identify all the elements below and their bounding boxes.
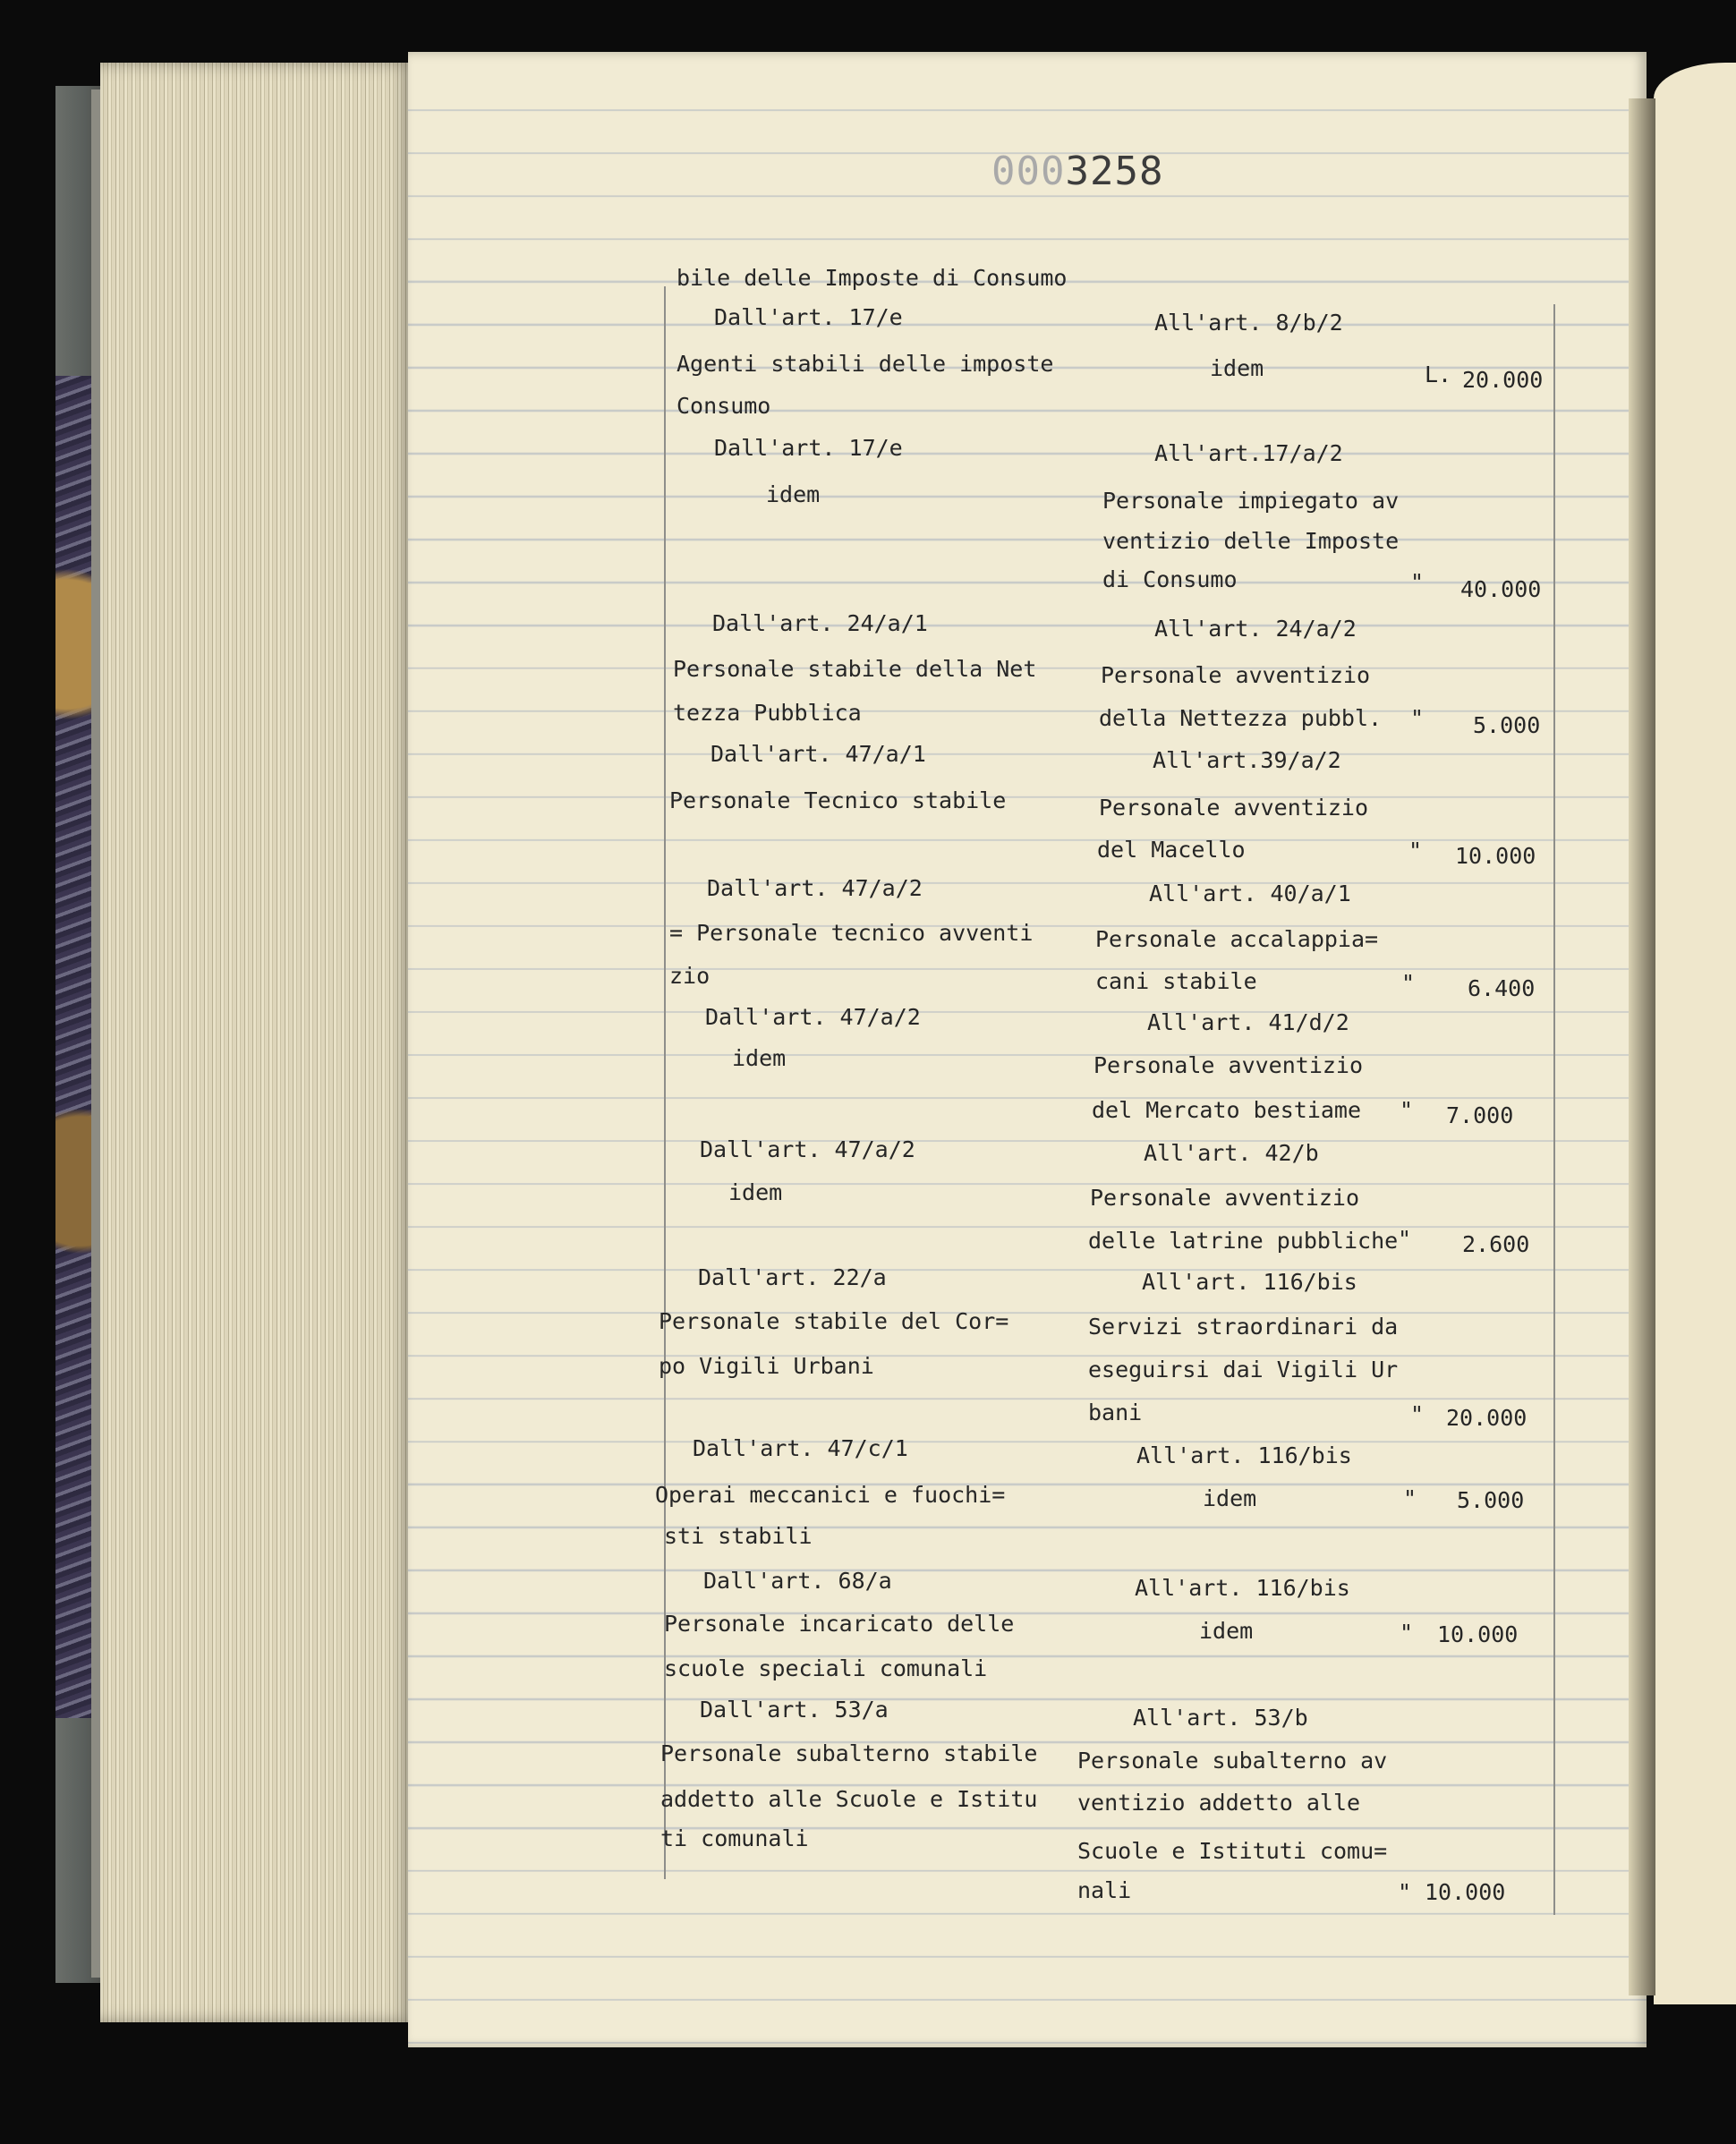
from-label: Dall'art. 53/a xyxy=(700,1697,889,1723)
to-desc: Personale avventizio xyxy=(1094,1052,1364,1078)
currency-mark: " xyxy=(1400,1097,1414,1123)
amount: 20.000 xyxy=(1446,1405,1528,1431)
to-desc: Personale avventizio xyxy=(1099,795,1369,821)
from-desc: idem xyxy=(728,1179,783,1205)
currency-mark: " xyxy=(1410,569,1425,595)
page-number-stamp xyxy=(991,149,1163,194)
amount: 5.000 xyxy=(1473,712,1541,738)
amount: 2.600 xyxy=(1462,1231,1530,1257)
from-desc: tezza Pubblica xyxy=(673,700,862,726)
to-desc: Personale avventizio xyxy=(1101,662,1371,688)
from-desc: Personale stabile della Net xyxy=(673,656,1037,682)
currency-mark: L. xyxy=(1425,362,1452,387)
to-label: All'art. 40/a/1 xyxy=(1149,881,1351,906)
page-stack-edges xyxy=(100,63,413,2022)
amount: 7.000 xyxy=(1446,1102,1514,1128)
from-label: Dall'art. 47/a/1 xyxy=(711,741,926,767)
to-desc: Personale avventizio xyxy=(1090,1185,1360,1211)
from-label: Dall'art. 22/a xyxy=(698,1264,887,1290)
from-label: Dall'art. 47/c/1 xyxy=(693,1435,908,1461)
from-desc: addetto alle Scuole e Istitu xyxy=(660,1786,1038,1812)
currency-mark: " xyxy=(1398,1226,1412,1252)
facing-page xyxy=(1654,63,1736,2004)
to-desc: delle latrine pubbliche xyxy=(1088,1228,1399,1254)
from-desc: Consumo xyxy=(677,393,771,419)
to-label: All'art. 116/bis xyxy=(1135,1575,1350,1601)
from-label: Dall'art. 47/a/2 xyxy=(707,875,923,901)
from-label: Dall'art. 17/e xyxy=(714,435,903,461)
to-label: All'art. 53/b xyxy=(1133,1705,1308,1731)
currency-mark: " xyxy=(1398,1879,1412,1905)
to-desc: idem xyxy=(1210,355,1264,381)
header-line: bile delle Imposte di Consumo xyxy=(677,265,1068,291)
from-label: Dall'art. 17/e xyxy=(714,304,903,330)
to-desc: Personale subalterno av xyxy=(1077,1748,1388,1774)
from-label: Dall'art. 24/a/1 xyxy=(712,610,928,636)
currency-mark: " xyxy=(1400,1620,1414,1646)
page-number-faint-prefix: 000 xyxy=(991,149,1066,194)
to-desc: del Macello xyxy=(1097,837,1246,863)
amount: 10.000 xyxy=(1455,843,1536,869)
from-desc: = Personale tecnico avventi xyxy=(669,920,1034,946)
to-desc: della Nettezza pubbl. xyxy=(1099,705,1383,731)
to-desc: idem xyxy=(1203,1485,1257,1511)
to-desc: bani xyxy=(1088,1400,1143,1425)
to-desc: del Mercato bestiame xyxy=(1092,1097,1362,1123)
to-label: All'art. 116/bis xyxy=(1136,1442,1352,1468)
amount: 10.000 xyxy=(1425,1879,1506,1905)
currency-mark: " xyxy=(1401,970,1416,996)
from-desc: Operai meccanici e fuochi= xyxy=(655,1482,1006,1508)
to-label: All'art. 41/d/2 xyxy=(1147,1009,1349,1035)
amount: 20.000 xyxy=(1462,367,1544,393)
from-label: Dall'art. 68/a xyxy=(703,1568,892,1594)
amount: 10.000 xyxy=(1437,1621,1519,1647)
to-label: All'art. 42/b xyxy=(1144,1140,1319,1166)
currency-mark: " xyxy=(1408,838,1423,864)
to-label: All'art. 8/b/2 xyxy=(1154,310,1343,336)
left-margin-rule xyxy=(664,286,666,1879)
to-desc: nali xyxy=(1077,1877,1132,1903)
from-desc: scuole speciali comunali xyxy=(664,1655,988,1681)
amount: 5.000 xyxy=(1457,1487,1525,1513)
from-label: Dall'art. 47/a/2 xyxy=(700,1136,915,1162)
to-desc: Servizi straordinari da xyxy=(1088,1314,1399,1340)
from-desc: po Vigili Urbani xyxy=(659,1353,874,1379)
from-desc: ti comunali xyxy=(660,1825,809,1851)
currency-mark: " xyxy=(1403,1485,1417,1511)
to-desc: di Consumo xyxy=(1102,566,1238,592)
amount: 40.000 xyxy=(1460,576,1542,602)
currency-mark: " xyxy=(1410,1401,1425,1427)
amount: 6.400 xyxy=(1468,975,1536,1001)
currency-mark: " xyxy=(1410,705,1425,731)
from-desc: Personale subalterno stabile xyxy=(660,1740,1038,1766)
from-desc: zio xyxy=(669,963,711,989)
page-number: 3258 xyxy=(1065,149,1164,194)
from-desc: Agenti stabili delle imposte xyxy=(677,351,1054,377)
to-desc: ventizio delle Imposte xyxy=(1102,528,1400,554)
to-desc: Personale impiegato av xyxy=(1102,488,1400,514)
to-desc: eseguirsi dai Vigili Ur xyxy=(1088,1357,1399,1383)
to-desc: Personale accalappia= xyxy=(1095,926,1379,952)
to-label: All'art.39/a/2 xyxy=(1153,747,1341,773)
marbled-cover-edge xyxy=(55,376,91,1718)
from-desc: Personale incaricato delle xyxy=(664,1611,1015,1637)
to-desc: Scuole e Istituti comu= xyxy=(1077,1838,1388,1864)
right-margin-rule xyxy=(1553,304,1555,1915)
from-desc: sti stabili xyxy=(664,1523,813,1549)
to-desc: cani stabile xyxy=(1095,968,1257,994)
to-desc: ventizio addetto alle xyxy=(1077,1790,1361,1816)
to-label: All'art.17/a/2 xyxy=(1154,440,1343,466)
from-label: Dall'art. 47/a/2 xyxy=(705,1004,921,1030)
from-desc: Personale Tecnico stabile xyxy=(669,787,1007,813)
from-desc: Personale stabile del Cor= xyxy=(659,1308,1009,1334)
from-desc: idem xyxy=(766,481,821,507)
to-desc: idem xyxy=(1199,1618,1254,1644)
from-desc: idem xyxy=(732,1045,787,1071)
to-label: All'art. 116/bis xyxy=(1142,1269,1357,1295)
book-gutter xyxy=(1629,98,1655,1995)
to-label: All'art. 24/a/2 xyxy=(1154,616,1357,642)
